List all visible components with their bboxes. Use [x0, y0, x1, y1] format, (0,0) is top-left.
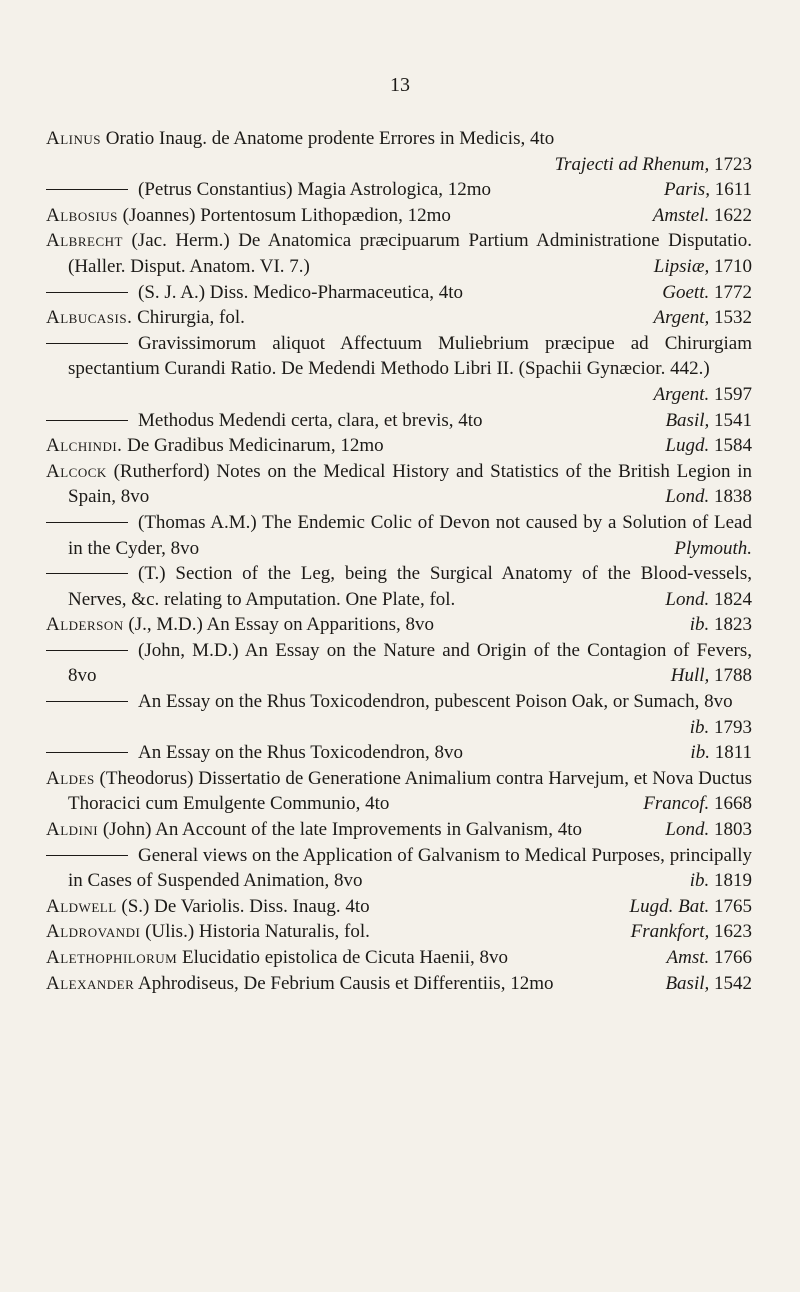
entry-imprint [655, 663, 752, 689]
entry-imprint [649, 433, 752, 459]
entry-imprint [649, 484, 752, 510]
catalogue-entry [46, 305, 752, 331]
entry-imprint [651, 945, 753, 971]
entry-headword: Alderson [46, 614, 124, 636]
catalogue-entry [46, 459, 752, 510]
entry-title: (Petrus Constantius) Magia Astrologica, 12mo [138, 179, 492, 201]
catalogue-entry [46, 612, 752, 638]
imprint-place: Plymouth. [674, 537, 752, 559]
entry-imprint [614, 894, 752, 920]
imprint-place: Argent, [653, 307, 710, 329]
imprint-year: 1838 [714, 486, 752, 508]
entry-headword: Albrecht [46, 230, 123, 252]
entry-title: An Essay on the Rhus Toxicodendron, 8vo [138, 742, 463, 764]
imprint-year: 1532 [714, 307, 752, 329]
entry-title: (Joannes) Portentosum Lithopædion, 12mo [122, 204, 451, 226]
imprint-year: 1803 [714, 819, 752, 841]
imprint-year: 1765 [714, 895, 752, 917]
entry-headword: Aldwell [46, 895, 117, 917]
entry-imprint [649, 408, 752, 434]
imprint-place: Lipsiæ, [653, 255, 710, 277]
imprint-place: Argent. [653, 383, 710, 405]
entry-headword: Alethophilorum [46, 947, 178, 968]
imprint-place: Frankfort, [630, 921, 710, 943]
entry-imprint [638, 254, 752, 280]
entry-imprint [648, 177, 752, 203]
imprint-place: ib. [689, 716, 710, 738]
catalogue-entry [46, 561, 752, 612]
imprint-year: 1622 [714, 204, 752, 226]
entry-headword: Aldrovandi [46, 921, 141, 943]
imprint-place: Amstel. [652, 204, 710, 226]
entry-title: General views on the Application of Galvanism to Medical Purposes, principally in Cases of Suspended Animation, 8vo [68, 844, 752, 892]
entry-title: (John) An Account of the late Improvements in Galvanism, 4to [102, 819, 582, 841]
ditto-dash [46, 701, 128, 702]
imprint-place: Lugd. Bat. [629, 895, 710, 917]
entry-imprint [674, 740, 752, 766]
entry-imprint [649, 587, 752, 613]
catalogue-entry [46, 766, 752, 817]
catalogue-entry [46, 177, 752, 203]
ditto-dash [46, 752, 128, 753]
imprint-year: 1772 [714, 281, 752, 303]
entry-imprint [658, 536, 752, 562]
ditto-dash [46, 189, 128, 190]
entry-headword: Alexander [46, 972, 135, 994]
imprint-place: Basil, [665, 409, 710, 431]
entry-title: Elucidatio epistolica de Cicuta Haenii, 8vo [181, 947, 509, 968]
catalogue-entry [46, 280, 752, 306]
catalogue-entry [46, 228, 752, 279]
imprint-place: Lond. [665, 486, 710, 508]
entry-title: (T.) Section of the Leg, being the Surgical Anatomy of the Blood-vessels, Nerves, &c. relating to Amputation. One Plate, fol. [68, 563, 752, 610]
ditto-dash [46, 573, 128, 574]
catalogue-entry [46, 971, 752, 997]
ditto-dash [46, 343, 128, 344]
imprint-place: Hull, [670, 665, 710, 687]
entry-title: (Ulis.) Historia Naturalis, fol. [145, 921, 370, 943]
entry-title: Aphrodiseus, De Febrium Causis et Differentiis, 12mo [137, 972, 554, 994]
entry-imprint [539, 152, 752, 178]
imprint-place: Paris, [664, 179, 710, 201]
entry-imprint [649, 971, 752, 997]
imprint-place: Basil, [665, 972, 710, 994]
entry-title: (Jac. Herm.) De Anatomica præcipuarum Partium Administratione Disputatio. (Haller. Disput. Anatom. VI. 7.) [68, 230, 753, 277]
entry-title: An Essay on the Rhus Toxicodendron, pubescent Poison Oak, or Sumach, 8vo [138, 691, 733, 713]
ditto-dash [46, 292, 128, 293]
entry-headword: Aldini [46, 819, 99, 841]
entry-title: (Theodorus) Dissertatio de Generatione Animalium contra Harvejum, et Nova Ductus Thoracici cum Emulgente Communio, 4to [68, 767, 752, 815]
imprint-place: ib. [689, 614, 710, 636]
catalogue-entry [46, 126, 752, 177]
imprint-year: 1793 [714, 716, 752, 738]
imprint-place: Amst. [666, 947, 710, 968]
catalogue-entry [46, 203, 752, 229]
imprint-place: Lond. [665, 819, 710, 841]
entry-imprint [649, 817, 752, 843]
imprint-place: ib. [690, 742, 710, 764]
entry-headword: Alchindi. [46, 435, 123, 457]
imprint-place: Lond. [665, 588, 710, 610]
entry-headword: Albosius [46, 204, 118, 226]
entry-headword: Alcock [46, 460, 107, 482]
entry-title: (J., M.D.) An Essay on Apparitions, 8vo [128, 614, 434, 636]
imprint-year: 1623 [714, 921, 752, 943]
catalogue-entry [46, 689, 752, 740]
entry-headword: Aldes [46, 767, 95, 789]
catalogue-entry [46, 638, 752, 689]
imprint-year: 1584 [714, 435, 752, 457]
catalogue-entry [46, 817, 752, 843]
entry-title: Oratio Inaug. de Anatome prodente Errores in Medicis, 4to [105, 128, 555, 149]
entry-imprint [637, 203, 752, 229]
entry-imprint [637, 382, 752, 408]
entry-title: Gravissimorum aliquot Affectuum Muliebrium præcipue ad Chirurgiam spectantium Curandi Ratio. De Medendi Methodo Libri II. (Spachii Gynæcior. 442.) [68, 332, 752, 380]
entry-title: De Gradibus Medicinarum, 12mo [127, 435, 384, 457]
imprint-year: 1542 [714, 972, 752, 994]
imprint-year: 1611 [714, 179, 752, 201]
entry-imprint [674, 868, 752, 894]
entry-title: (S.) De Variolis. Diss. Inaug. 4to [121, 895, 370, 917]
imprint-place: ib. [689, 870, 710, 892]
imprint-year: 1541 [714, 409, 752, 431]
entry-title: (S. J. A.) Diss. Medico-Pharmaceutica, 4to [138, 281, 464, 303]
imprint-year: 1819 [714, 870, 752, 892]
entry-imprint [627, 791, 752, 817]
imprint-year: 1723 [714, 153, 752, 175]
imprint-year: 1823 [714, 614, 752, 636]
imprint-year: 1597 [714, 383, 752, 405]
entry-title: (Thomas A.M.) The Endemic Colic of Devon not caused by a Solution of Lead in the Cyder, 8vo [68, 511, 752, 559]
ditto-dash [46, 420, 128, 421]
entry-imprint [674, 612, 752, 638]
entry-title: Chirurgia, fol. [137, 307, 245, 329]
ditto-dash [46, 650, 128, 651]
imprint-year: 1710 [714, 255, 752, 277]
imprint-year: 1668 [714, 793, 752, 815]
imprint-year: 1766 [714, 947, 752, 968]
imprint-place: Trajecti ad Rhenum, [554, 153, 710, 175]
imprint-year: 1824 [714, 588, 752, 610]
catalogue-entry [46, 433, 752, 459]
entry-title: Methodus Medendi certa, clara, et brevis, 4to [138, 409, 483, 431]
catalogue-entry [46, 945, 752, 971]
imprint-place: Lugd. [665, 435, 710, 457]
catalogue-entries [46, 126, 752, 996]
imprint-year: 1788 [714, 665, 752, 687]
ditto-dash [46, 855, 128, 856]
entry-headword: Alinus [46, 128, 101, 149]
entry-imprint [674, 715, 752, 741]
catalogue-entry [46, 740, 752, 766]
imprint-place: Francof. [643, 793, 710, 815]
entry-title: (Rutherford) Notes on the Medical History and Statistics of the British Legion in Spain, 8vo [68, 460, 753, 508]
catalogue-entry [46, 919, 752, 945]
entry-imprint [646, 280, 752, 306]
ditto-dash [46, 522, 128, 523]
imprint-year: 1811 [714, 742, 752, 764]
catalogue-entry [46, 843, 752, 894]
catalogue-entry [46, 408, 752, 434]
entry-title: (John, M.D.) An Essay on the Nature and Origin of the Contagion of Fevers, 8vo [68, 639, 752, 687]
entry-headword: Albucasis. [46, 307, 133, 329]
catalogue-entry [46, 894, 752, 920]
page-number: 13 [390, 74, 410, 96]
catalogue-entry [46, 510, 752, 561]
entry-imprint [637, 305, 752, 331]
catalogue-entry [46, 331, 752, 408]
entry-imprint [615, 919, 752, 945]
imprint-place: Goett. [662, 281, 710, 303]
